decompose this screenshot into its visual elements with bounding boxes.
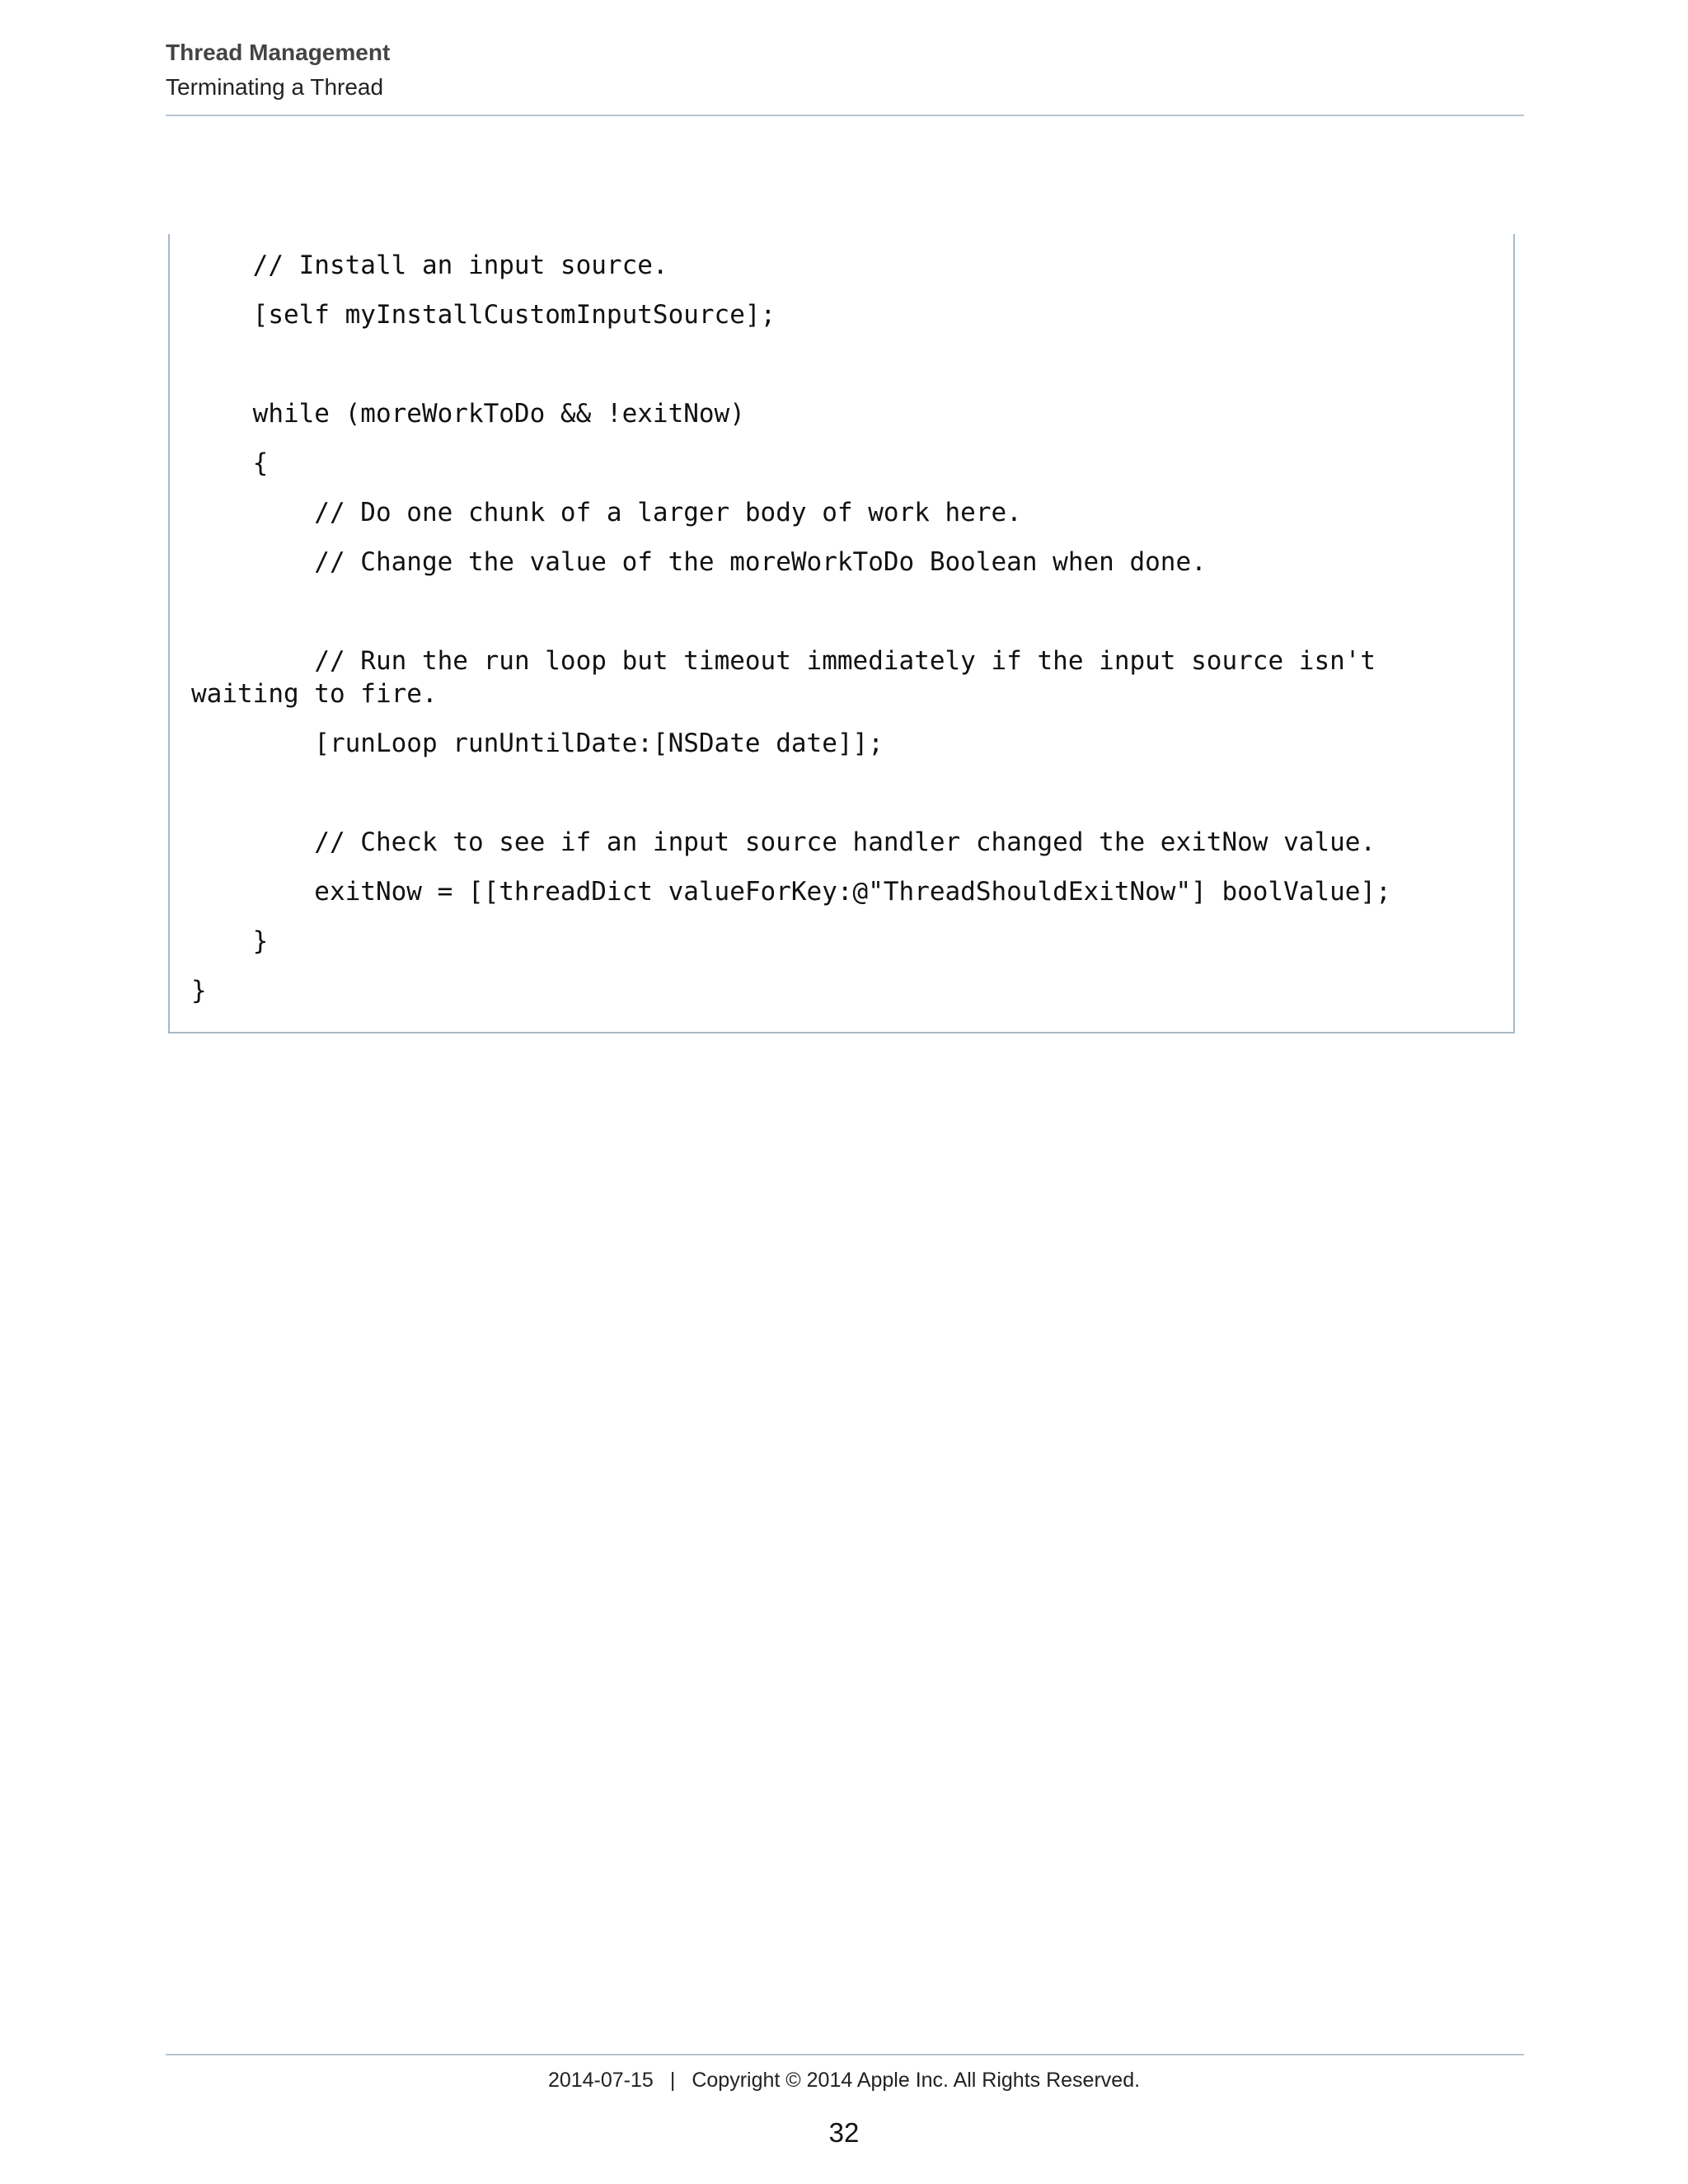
code-line: } <box>191 926 269 956</box>
code-line: while (moreWorkToDo && !exitNow) <box>191 399 745 429</box>
section-title: Terminating a Thread <box>166 74 384 100</box>
code-line: // Run the run loop but timeout immediately if the input source isn't waiting to fire. <box>191 646 1391 709</box>
code-lines <box>191 249 1493 1024</box>
footer <box>0 2065 1688 2095</box>
code-line-blank <box>191 776 1493 809</box>
chapter-title: Thread Management <box>166 40 391 65</box>
code-line-blank <box>191 595 1493 628</box>
code-line-blank <box>191 348 1493 381</box>
code-line: [runLoop runUntilDate:[NSDate date]]; <box>191 729 884 758</box>
code-line: { <box>191 448 269 478</box>
code-line: [self myInstallCustomInputSource]; <box>191 300 776 330</box>
code-line: } <box>191 976 207 1005</box>
running-header <box>166 36 1524 104</box>
code-line: // Do one chunk of a larger body of work here. <box>191 498 1022 527</box>
header-divider <box>166 115 1524 116</box>
code-line: // Check to see if an input source handler changed the exitNow value. <box>191 827 1376 857</box>
footer-divider <box>166 2054 1524 2055</box>
footer-date: 2014-07-15 <box>547 2069 654 2092</box>
code-line: exitNow = [[threadDict valueForKey:@"ThreadShouldExitNow"] boolValue]; <box>191 877 1391 907</box>
code-listing <box>168 234 1515 1033</box>
footer-copyright: Copyright © 2014 Apple Inc. All Rights Reserved. <box>692 2069 1141 2092</box>
code-line: // Install an input source. <box>191 251 668 280</box>
code-line: // Change the value of the moreWorkToDo Boolean when done. <box>191 547 1207 577</box>
page-number: 32 <box>828 2117 860 2148</box>
footer-separator: | <box>669 2069 676 2092</box>
